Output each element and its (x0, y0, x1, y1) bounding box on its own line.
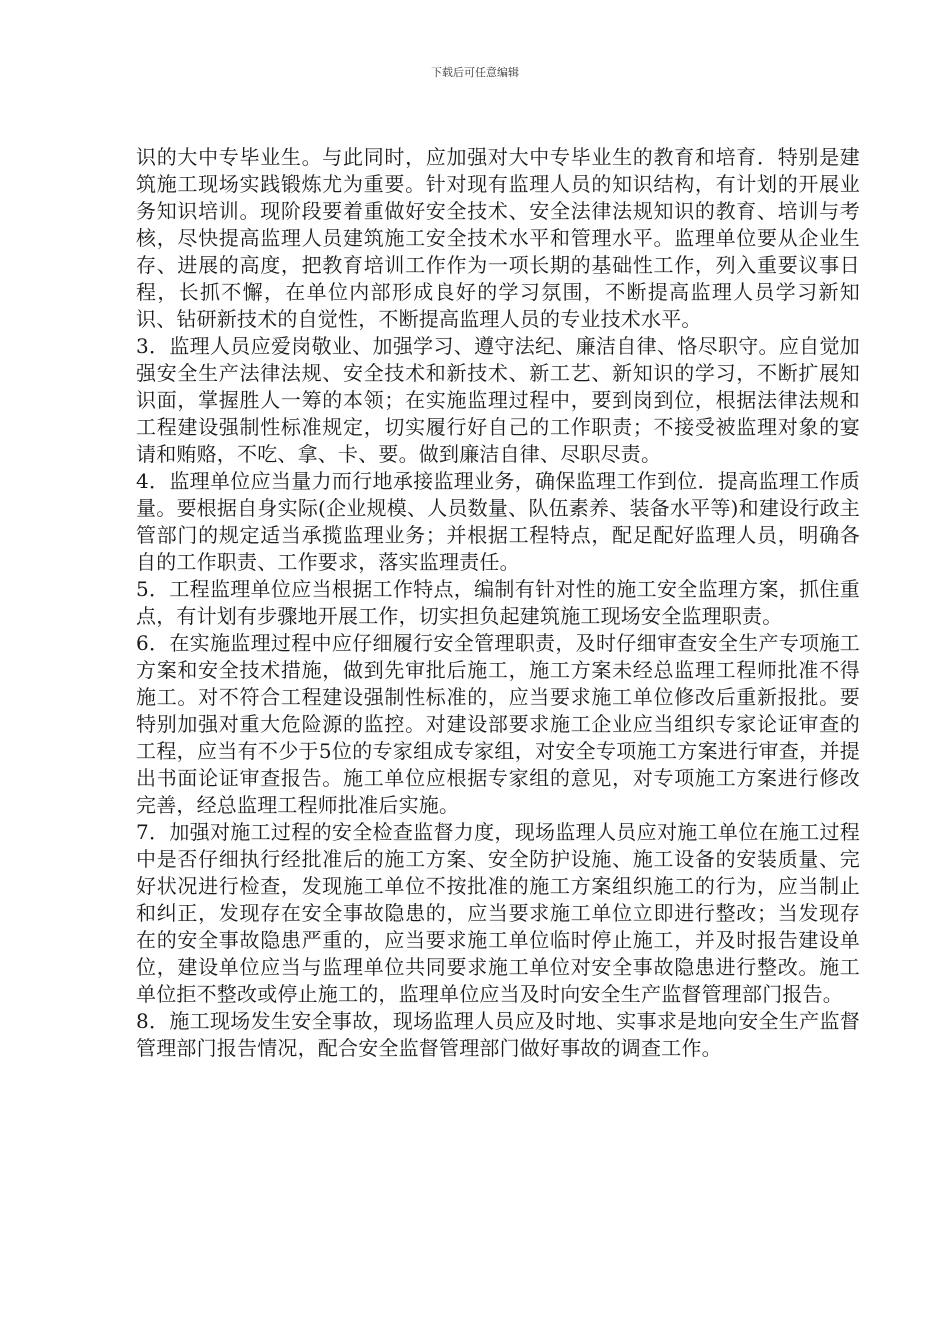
page-header: 下载后可任意编辑 (431, 66, 519, 79)
document-body (136, 144, 860, 1062)
paragraph-item-5: 5．工程监理单位应当根据工作特点，编制有针对性的施工安全监理方案，抓住重点，有计划有步骤地开展工作，切实担负起建筑施工现场安全监理职责。 (136, 577, 860, 628)
paragraph-item-4: 4．监理单位应当量力而行地承接监理业务，确保监理工作到位．提高监理工作质量。要根据自身实际(企业规模、人员数量、队伍素养、装备水平等)和建设行政主管部门的规定适当承揽监理业务；并根据工程特点，配足配好监理人员，明确各自的工作职责、工作要求，落实监理责任。 (136, 469, 860, 574)
paragraph-item-7: 7．加强对施工过程的安全检查监督力度，现场监理人员应对施工单位在施工过程中是否仔细执行经批准后的施工方案、安全防护设施、施工设备的安装质量、完好状况进行检查，发现施工单位不按批准的施工方案组织施工的行为，应当制止和纠正，发现存在安全事故隐患的，应当要求施工单位立即进行整改；当发现存在的安全事故隐患严重的，应当要求施工单位临时停止施工，并及时报告建设单位，建设单位应当与监理单位共同要求施工单位对安全事故隐患进行整改。施工单位拒不整改或停止施工的，监理单位应当及时向安全生产监督管理部门报告。 (136, 820, 860, 1006)
paragraph-intro: 识的大中专毕业生。与此同时，应加强对大中专毕业生的教育和培育．特别是建筑施工现场实践锻炼尤为重要。针对现有监理人员的知识结构，有计划的开展业务知识培训。现阶段要着重做好安全技术、安全法律法规知识的教育、培训与考核，尽快提高监理人员建筑施工安全技术水平和管理水平。监理单位要从企业生存、进展的高度，把教育培训工作作为一项长期的基础性工作，列入重要议事日程，长抓不懈，在单位内部形成良好的学习氛围，不断提高监理人员学习新知识、钻研新技术的自觉性，不断提高监理人员的专业技术水平。 (136, 145, 860, 331)
paragraph-item-3: 3．监理人员应爱岗敬业、加强学习、遵守法纪、廉洁自律、恪尽职守。应自觉加强安全生产法律法规、安全技术和新技术、新工艺、新知识的学习，不断扩展知识面，掌握胜人一筹的本领；在实施监理过程中，要到岗到位，根据法律法规和工程建设强制性标准规定，切实履行好自己的工作职责；不接受被监理对象的宴请和贿赂，不吃、拿、卡、要。做到廉洁自律、尽职尽责。 (136, 334, 860, 466)
paragraph-item-6: 6．在实施监理过程中应仔细履行安全管理职责，及时仔细审查安全生产专项施工方案和安全技术措施，做到先审批后施工，施工方案未经总监理工程师批准不得施工。对不符合工程建设强制性标准的，应当要求施工单位修改后重新报批。要特别加强对重大危险源的监控。对建设部要求施工企业应当组织专家论证审查的工程，应当有不少于5位的专家组成专家组，对安全专项施工方案进行审查，并提出书面论证审查报告。施工单位应根据专家组的意见，对专项施工方案进行修改完善，经总监理工程师批准后实施。 (136, 631, 860, 817)
paragraph-item-8: 8．施工现场发生安全事故，现场监理人员应及时地、实事求是地向安全生产监督管理部门报告情况，配合安全监督管理部门做好事故的调查工作。 (136, 1009, 860, 1060)
